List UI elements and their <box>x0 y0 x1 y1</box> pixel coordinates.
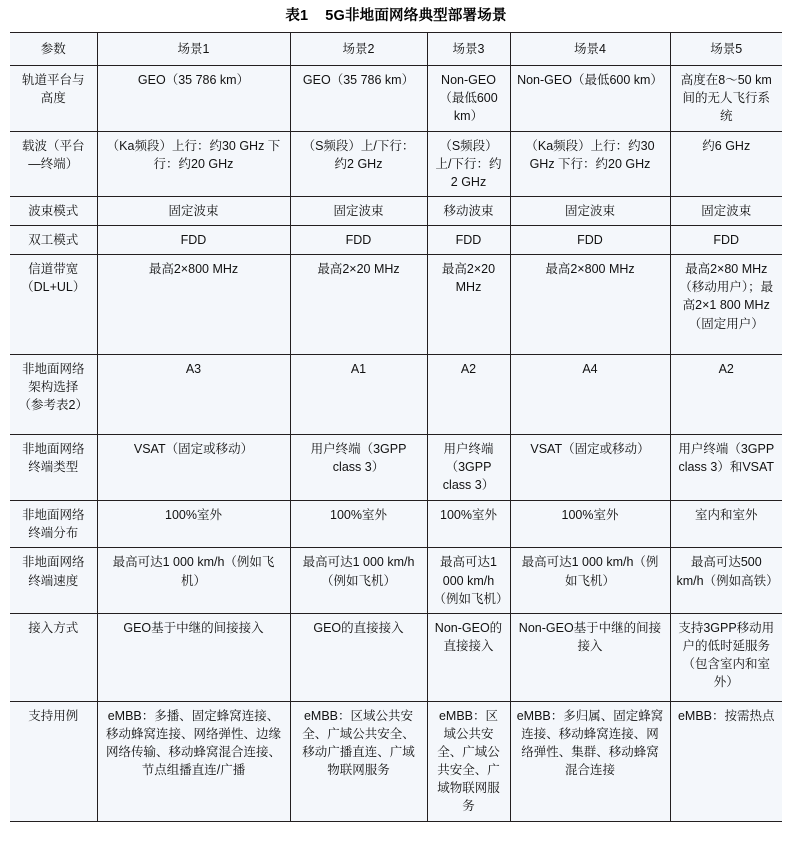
table-cell: 100%室外 <box>427 501 510 548</box>
table-cell: A2 <box>670 355 782 435</box>
row-label: 轨道平台与高度 <box>10 66 97 131</box>
table-cell: A1 <box>290 355 427 435</box>
row-label: 波束模式 <box>10 196 97 225</box>
table-cell: 100%室外 <box>290 501 427 548</box>
table-row <box>10 66 782 131</box>
column-header-scenario-5: 场景5 <box>670 33 782 66</box>
table-cell: 固定波束 <box>290 196 427 225</box>
table-cell: FDD <box>97 226 290 255</box>
table-cell: 支持3GPP移动用户的低时延服务（包含室内和室外） <box>670 613 782 701</box>
row-label: 信道带宽（DL+UL） <box>10 255 97 355</box>
table-cell: A2 <box>427 355 510 435</box>
table-row <box>10 501 782 548</box>
row-label: 接入方式 <box>10 613 97 701</box>
table-cell: 最高2×800 MHz <box>97 255 290 355</box>
column-header-parameter: 参数 <box>10 33 97 66</box>
table-cell: 用户终端（3GPP class 3） <box>427 435 510 501</box>
table-cell: FDD <box>510 226 670 255</box>
table-row <box>10 255 782 355</box>
table-cell: 最高2×80 MHz（移动用户）；最高2×1 800 MHz（固定用户） <box>670 255 782 355</box>
column-header-scenario-1: 场景1 <box>97 33 290 66</box>
table-row <box>10 196 782 225</box>
table-cell: 最高2×800 MHz <box>510 255 670 355</box>
column-header-scenario-3: 场景3 <box>427 33 510 66</box>
table-cell: 100%室外 <box>97 501 290 548</box>
table-cell: （S频段）上/下行：约2 GHz <box>427 131 510 196</box>
table-cell: 最高2×20 MHz <box>290 255 427 355</box>
table-cell: 室内和室外 <box>670 501 782 548</box>
table-body <box>10 66 782 821</box>
table-cell: 最高可达1 000 km/h（例如飞机） <box>427 548 510 613</box>
table-cell: VSAT（固定或移动） <box>510 435 670 501</box>
table-cell: 最高可达1 000 km/h（例如飞机） <box>97 548 290 613</box>
table-header-row <box>10 33 782 66</box>
table-cell: （S频段）上/下行：约2 GHz <box>290 131 427 196</box>
row-label: 非地面网络终端分布 <box>10 501 97 548</box>
table-cell: GEO（35 786 km） <box>290 66 427 131</box>
column-header-scenario-2: 场景2 <box>290 33 427 66</box>
table-row <box>10 548 782 613</box>
table-cell: 最高2×20 MHz <box>427 255 510 355</box>
table-cell: GEO（35 786 km） <box>97 66 290 131</box>
table-cell: 最高可达500 km/h（例如高铁） <box>670 548 782 613</box>
table-cell: （Ka频段）上行：约30 GHz 下行：约20 GHz <box>510 131 670 196</box>
table-cell: eMBB：区域公共安全、广域公共安全、广域物联网服务 <box>427 701 510 821</box>
table-cell: 固定波束 <box>97 196 290 225</box>
table-container <box>0 32 792 822</box>
table-cell: Non-GEO（最低600 km） <box>427 66 510 131</box>
table-cell: 高度在8～50 km间的无人飞行系统 <box>670 66 782 131</box>
table-cell: 用户终端（3GPP class 3） <box>290 435 427 501</box>
table-cell: GEO的直接接入 <box>290 613 427 701</box>
table-cell: VSAT（固定或移动） <box>97 435 290 501</box>
row-label: 载波（平台—终端） <box>10 131 97 196</box>
table-cell: eMBB：区域公共安全、广域公共安全、移动广播直连、广域物联网服务 <box>290 701 427 821</box>
table-cell: 固定波束 <box>510 196 670 225</box>
table-row <box>10 131 782 196</box>
table-cell: FDD <box>427 226 510 255</box>
table-cell: 100%室外 <box>510 501 670 548</box>
ntn-deployment-table <box>10 32 782 822</box>
table-caption: 表1 5G非地面网络典型部署场景 <box>285 8 507 24</box>
table-row <box>10 355 782 435</box>
row-label: 非地面网络架构选择（参考表2） <box>10 355 97 435</box>
table-cell: Non-GEO基于中继的间接接入 <box>510 613 670 701</box>
table-cell: 约6 GHz <box>670 131 782 196</box>
table-cell: FDD <box>290 226 427 255</box>
table-cell: 移动波束 <box>427 196 510 225</box>
table-row <box>10 226 782 255</box>
table-cell: Non-GEO的直接接入 <box>427 613 510 701</box>
table-cell: eMBB：按需热点 <box>670 701 782 821</box>
row-label: 非地面网络终端类型 <box>10 435 97 501</box>
table-cell: 最高可达1 000 km/h（例如飞机） <box>290 548 427 613</box>
row-label: 双工模式 <box>10 226 97 255</box>
table-cell: A3 <box>97 355 290 435</box>
table-cell: eMBB：多归属、固定蜂窝连接、移动蜂窝连接、网络弹性、集群、移动蜂窝混合连接 <box>510 701 670 821</box>
column-header-scenario-4: 场景4 <box>510 33 670 66</box>
table-cell: （Ka频段）上行：约30 GHz 下行：约20 GHz <box>97 131 290 196</box>
table-row <box>10 435 782 501</box>
table-row <box>10 701 782 821</box>
table-cell: GEO基于中继的间接接入 <box>97 613 290 701</box>
table-cell: 用户终端（3GPP class 3）和VSAT <box>670 435 782 501</box>
table-cell: eMBB：多播、固定蜂窝连接、移动蜂窝连接、网络弹性、边缘网络传输、移动蜂窝混合连接、节点组播直连/广播 <box>97 701 290 821</box>
table-cell: Non-GEO（最低600 km） <box>510 66 670 131</box>
row-label: 支持用例 <box>10 701 97 821</box>
table-cell: FDD <box>670 226 782 255</box>
table-cell: 最高可达1 000 km/h（例如飞机） <box>510 548 670 613</box>
row-label: 非地面网络终端速度 <box>10 548 97 613</box>
table-cell: 固定波束 <box>670 196 782 225</box>
table-cell: A4 <box>510 355 670 435</box>
table-row <box>10 613 782 701</box>
